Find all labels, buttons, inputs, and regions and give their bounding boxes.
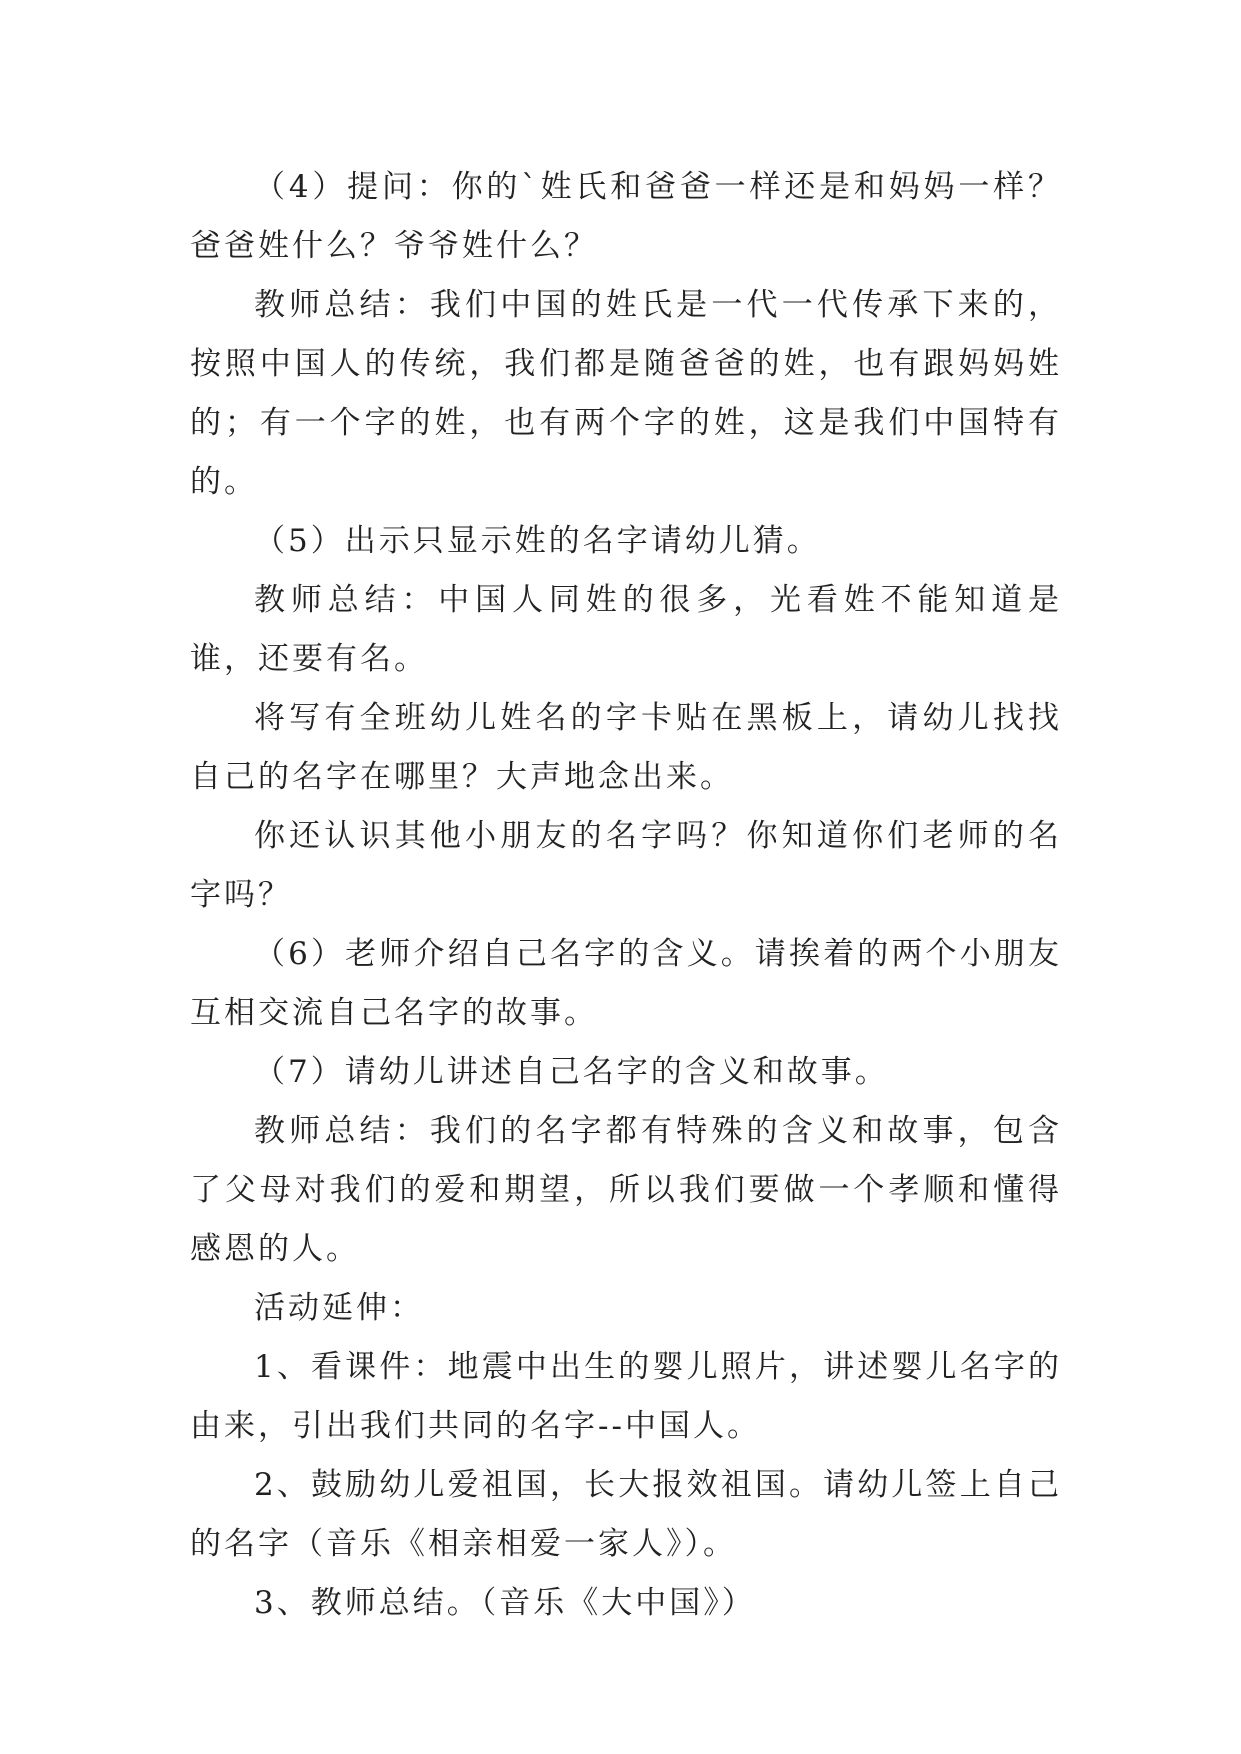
paragraph-extension-1: 1、看课件：地震中出生的婴儿照片，讲述婴儿名字的由来，引出我们共同的名字--中国人。 — [190, 1349, 1062, 1444]
paragraph-extension-2: 2、鼓励幼儿爱祖国，长大报效祖国。请幼儿签上自己的名字（音乐《相亲相爱一家人》）。 — [190, 1467, 1062, 1562]
section-heading-extension: 活动延伸： — [254, 1290, 424, 1326]
paragraph-teacher-summary-same-surname: 教师总结：中国人同姓的很多，光看姓不能知道是谁，还要有名。 — [190, 582, 1062, 677]
paragraph-teacher-summary-surname: 教师总结：我们中国的姓氏是一代一代传承下来的，按照中国人的传统，我们都是随爸爸的姓，也有跟妈妈姓的；有一个字的姓，也有两个字的姓，这是我们中国特有的。 — [190, 287, 1062, 500]
document-body — [190, 158, 1062, 1633]
paragraph-step-6: （6）老师介绍自己名字的含义。请挨着的两个小朋友互相交流自己名字的故事。 — [190, 936, 1062, 1031]
paragraph-step-7: （7）请幼儿讲述自己名字的含义和故事。 — [254, 1054, 889, 1090]
paragraph-step-4-question: （4）提问：你的`姓氏和爸爸一样还是和妈妈一样？爸爸姓什么？爷爷姓什么？ — [190, 169, 1062, 264]
paragraph-extension-3: 3、教师总结。（音乐《大中国》） — [254, 1585, 756, 1621]
paragraph-name-cards: 将写有全班幼儿姓名的字卡贴在黑板上，请幼儿找找自己的名字在哪里？大声地念出来。 — [190, 700, 1062, 795]
paragraph-other-names: 你还认识其他小朋友的名字吗？你知道你们老师的名字吗？ — [190, 818, 1062, 913]
paragraph-step-5: （5）出示只显示姓的名字请幼儿猜。 — [254, 523, 821, 559]
paragraph-teacher-summary-meaning: 教师总结：我们的名字都有特殊的含义和故事，包含了父母对我们的爱和期望，所以我们要做一个孝顺和懂得感恩的人。 — [190, 1113, 1062, 1267]
